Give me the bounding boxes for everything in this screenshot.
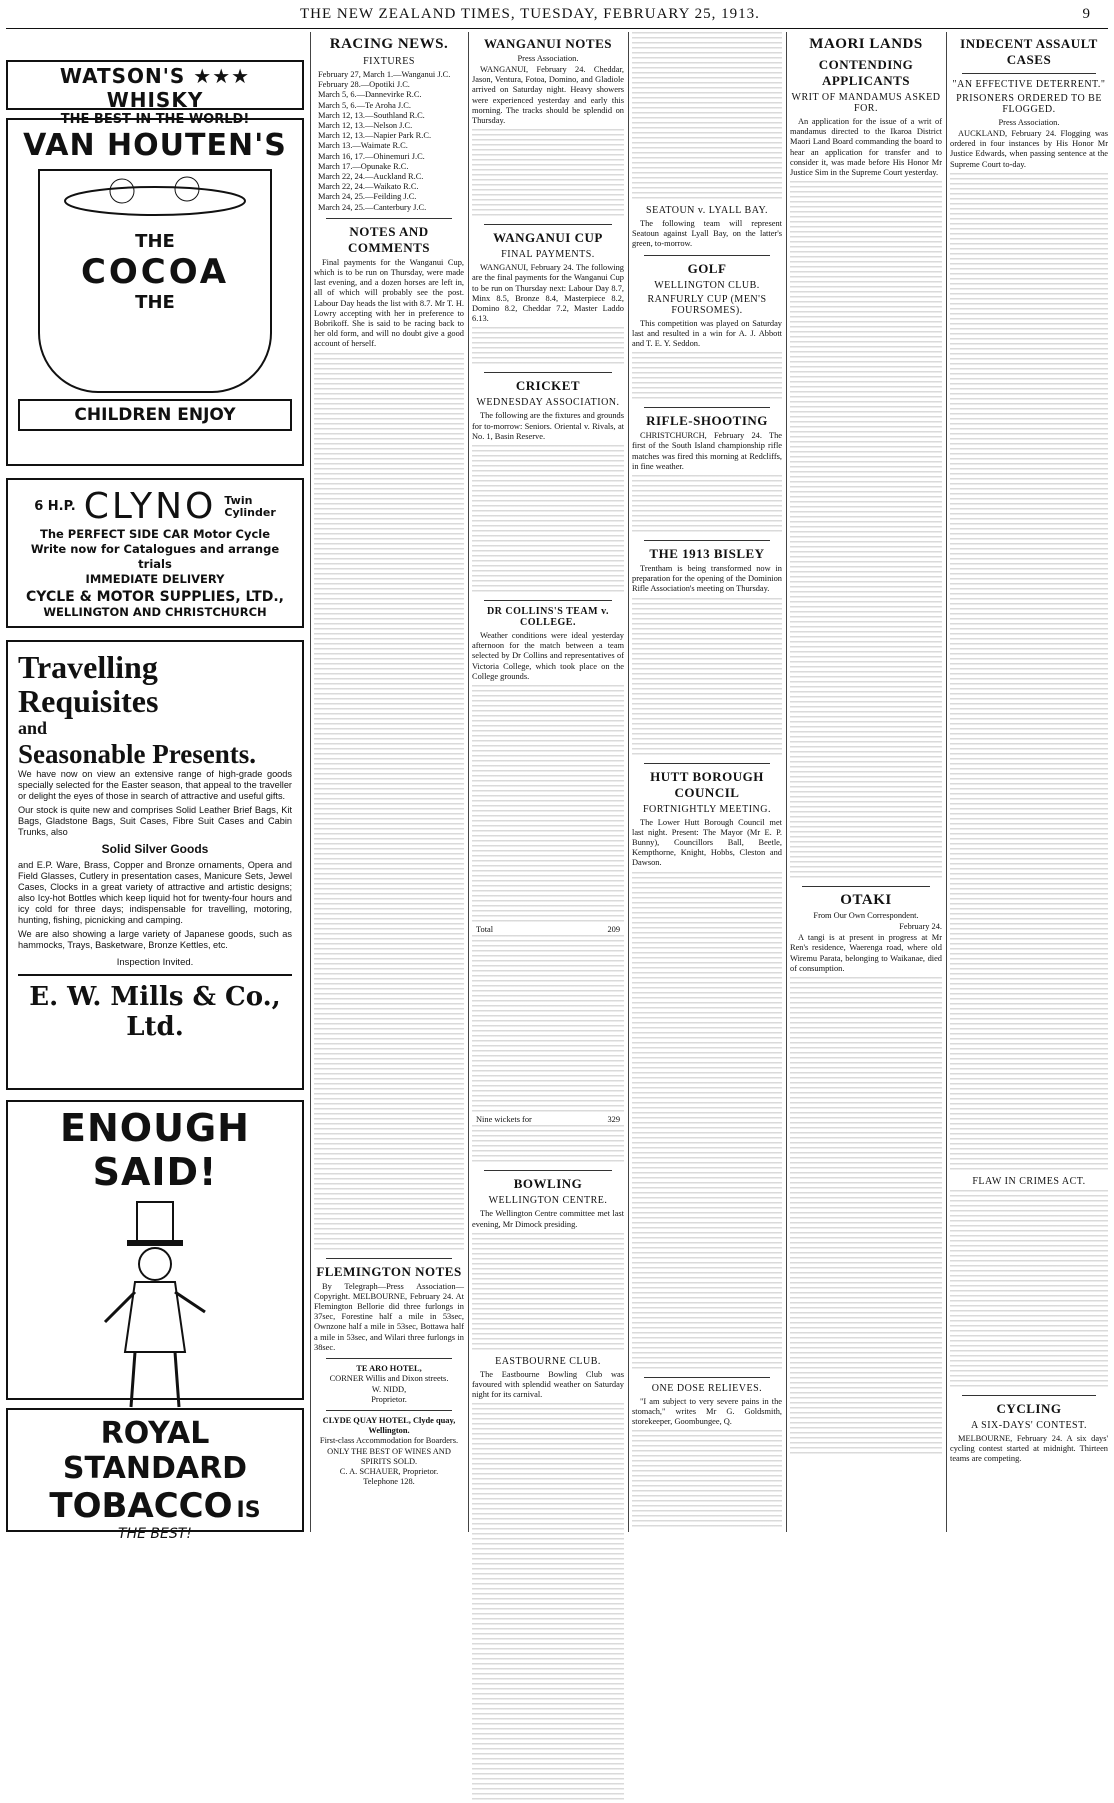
one-dose-heading: ONE DOSE RELIEVES. (651, 1382, 763, 1394)
whisky-slogan: THE BEST IN THE WORLD! (60, 112, 250, 127)
section-divider (326, 1258, 452, 1259)
body-text-lines (472, 1125, 624, 1165)
section-divider (326, 218, 452, 219)
body-text-lines (472, 1403, 624, 1803)
body-text-lines (950, 1190, 1108, 1390)
golf-paragraph: This competition was played on Saturday last and resulted in a win for A. J. Abbott and T. E. Y. Seddon. (632, 318, 782, 349)
fixture-item: March 22, 24.—Auckland R.C. (318, 172, 424, 182)
fixture-item: March 5, 6.—Te Aroha J.C. (318, 100, 411, 110)
total-row (472, 925, 624, 935)
maori-paragraph: An application for the issue of a writ of mandamus directed to the Ikaroa District Maori Land Board commanding the board to hear an application for transfer and to consider it, was made before His Honor Mr Justice Sim in the Supreme Court yesterday. (790, 117, 942, 178)
one-dose-paragraph: "I am subject to very severe pains in the stomach," writes Mr G. Goldsmith, storekeeper, Goombungee, Q. (632, 1396, 782, 1427)
press-association: Press Association. (517, 54, 579, 63)
clyno-line-3: IMMEDIATE DELIVERY (85, 572, 225, 586)
travel-heading-3: Seasonable Presents. (18, 739, 257, 769)
seatoun-paragraph: The following team will represent Seatoun against Lyall Bay, on the latter's green, to-morrow. (632, 219, 782, 249)
body-text-lines (472, 445, 624, 595)
fortnightly-meeting: FORTNIGHTLY MEETING. (642, 803, 771, 815)
total-label: Total (476, 925, 494, 935)
scores-table-lines (472, 935, 624, 1115)
final-payments: FINAL PAYMENTS. (501, 249, 595, 261)
enough-said-advertisement (6, 1100, 304, 1400)
wanganui-cup-heading: WANGANUI CUP (493, 230, 603, 246)
section-divider (484, 224, 612, 225)
column-rule (786, 32, 787, 1532)
clyde-hotel-desc: First-class Accommodation for Boarders. ONLY THE BEST OF WINES AND SPIRITS SOLD. (319, 1436, 459, 1466)
body-text-lines (632, 352, 782, 402)
whisky-brand: WATSON'S ★★★ WHISKY (59, 64, 251, 112)
travel-and: and (18, 718, 48, 738)
bowling-heading: BOWLING (513, 1176, 583, 1192)
eastbourne-paragraph: The Eastbourne Bowling Club was favoured with splendid weather on Saturday night for its carnival. (472, 1369, 624, 1400)
flemington-heading: FLEMINGTON NOTES (316, 1263, 462, 1279)
clyno-twin: Twin (224, 493, 253, 507)
assault-paragraph: AUCKLAND, February 24. Flogging was ordered in four instances by His Honor Mr Justice Edwards, when passing sentence at the Supreme Court to-day. (950, 129, 1108, 169)
tobacco-word: TOBACCO (49, 1486, 233, 1526)
section-divider (644, 763, 770, 764)
fixture-item: March 24, 25.—Feilding J.C. (318, 192, 417, 202)
notes-paragraph: Final payments for the Wanganui Cup, which is to be run on Thursday, were made last evening, and a dozen horses are left in, all of which will probably see the post. Labour Day heads the list with 8.7. Mr T. H. Lowry accepting with her in preference to Bobrikoff. She is said to be racing back to her old form, and will no doubt give a good account of herself. (314, 257, 464, 349)
cocoa-the-2: THE (135, 292, 175, 313)
clyno-brand: CLYNO (83, 486, 217, 527)
rifle-paragraph: CHRISTCHURCH, February 24. The first of the South Island championship rifle matches was fired this morning at Redcliffs, in fine weather. (632, 431, 782, 471)
fixture-item: February 28.—Opotiki J.C. (318, 80, 410, 90)
column-sports (632, 32, 782, 1532)
tobacco-advertisement (6, 1408, 304, 1542)
cricket-paragraph: The following are the fixtures and grounds for to-morrow: Seniors. Oriental v. Rivals, at No. 1, Basin Reserve. (472, 411, 624, 441)
body-text-lines (472, 129, 624, 219)
otaki-correspondent: From Our Own Correspondent. (813, 911, 919, 921)
college-paragraph: Weather conditions were ideal yesterday afternoon for the match between a team selected by Dr Collins and representatives of Victoria College, which took place on the College grounds. (472, 631, 624, 681)
travel-heading-2: Requisites (18, 683, 159, 719)
hotel-name: TE ARO HOTEL, (356, 1364, 422, 1374)
body-text-lines (950, 173, 1108, 1173)
clyno-advertisement (6, 478, 304, 628)
body-text-lines (632, 475, 782, 535)
wanganui-paragraph: WANGANUI, February 24. Cheddar, Jason, Ventura, Fotoa, Domino, and Gladiole arrived on Saturday night. Heavy showers were experienced yesterday and early this morning. The tracks should be splendid on Thursday. (472, 65, 624, 126)
six-days-contest: A SIX-DAYS' CONTEST. (971, 1419, 1087, 1431)
nine-wickets-label: Nine wickets for (476, 1115, 532, 1125)
section-divider (484, 372, 612, 373)
body-text-lines (632, 872, 782, 1372)
section-divider (326, 1358, 452, 1359)
body-text-lines (632, 1430, 782, 1530)
body-text-lines (790, 977, 942, 1457)
cycling-paragraph: MELBOURNE, February 24. A six days' cycling contest started at midnight. Thirteen teams are competing. (950, 1433, 1108, 1464)
section-divider (962, 73, 1096, 74)
cricket-heading: CRICKET (515, 378, 581, 394)
bisley-paragraph: Trentham is being transformed now in preparation for the opening of the Dominion Rifle Association's meeting on Thursday. (632, 564, 782, 594)
rifle-heading: RIFLE-SHOOTING (646, 413, 768, 429)
wellington-club: WELLINGTON CLUB. (654, 279, 760, 291)
college-heading: DR COLLINS'S TEAM v. COLLEGE. (486, 606, 610, 629)
travel-heading-1: Travelling (18, 649, 158, 685)
section-divider (802, 886, 930, 887)
travel-paragraph-1: We have now on view an extensive range of high-grade goods specially selected for the Easter season, that appeal to the traveller or delight the eyes of those in search of attractive and useful gifts. (18, 769, 292, 801)
section-divider (644, 255, 770, 256)
clyno-cylinder: Cylinder (224, 505, 276, 519)
contending-applicants: CONTENDING APPLICANTS (818, 57, 914, 88)
fixtures-heading: FIXTURES (363, 56, 415, 67)
fixture-item: March 12, 13.—Napier Park R.C. (318, 131, 432, 141)
uncle-sam-figure-icon (95, 1202, 215, 1412)
travel-silver-goods: Solid Silver Goods (101, 842, 209, 856)
body-text-lines (472, 327, 624, 367)
tobacco-is: IS (236, 1498, 261, 1523)
notes-heading: NOTES AND COMMENTS (348, 223, 430, 255)
cycling-heading: CYCLING (996, 1400, 1062, 1416)
travel-advertisement (6, 640, 304, 1090)
clyno-cities: WELLINGTON AND CHRISTCHURCH (43, 605, 267, 619)
fixture-item: March 24, 25.—Canterbury J.C. (318, 202, 427, 212)
tobacco-slogan: THE BEST! (118, 1526, 192, 1542)
body-text-lines (314, 353, 464, 1253)
cocoa-brand: VAN HOUTEN'S (23, 128, 287, 163)
travel-inspection: Inspection Invited. (116, 957, 194, 968)
page-number: 9 (1082, 6, 1090, 22)
travel-paragraph-3: and E.P. Ware, Brass, Copper and Bronze ornaments, Opera and Field Glasses, Cutlery in presentation cases, Manicure Sets, Jewel Cases, Clocks in a great variety of attractive and artistic designs; also Icy-hot Bottles which keep liquid hot for twenty-four hours and icy cold for three days; indispensable for travelling, motoring, hunting, fishing, picnicking and camping. (18, 860, 292, 925)
enough-said-heading: ENOUGH SAID! (60, 1106, 250, 1194)
cocoa-advertisement (6, 118, 304, 466)
writ-mandamus: WRIT OF MANDAMUS ASKED FOR. (791, 92, 941, 114)
fixture-item: March 16, 17.—Ohinemuri J.C. (318, 151, 425, 161)
ranfurly-cup: RANFURLY CUP (MEN'S FOURSOMES). (647, 293, 767, 316)
section-divider (326, 1410, 452, 1411)
column-rule (946, 32, 947, 1532)
body-text-lines (472, 1233, 624, 1353)
flaw-heading: FLAW IN CRIMES ACT. (972, 1175, 1086, 1187)
section-divider (484, 1170, 612, 1171)
column-maori-lands (790, 32, 942, 1532)
fixture-item: March 13.—Waimate R.C. (318, 141, 408, 151)
section-divider (484, 600, 612, 601)
fixture-item: March 12, 13.—Southland R.C. (318, 110, 425, 120)
section-divider (962, 1395, 1096, 1396)
fixture-item: March 5, 6.—Dannevirke R.C. (318, 90, 422, 100)
eastbourne-club: EASTBOURNE CLUB. (495, 1355, 601, 1367)
flemington-paragraph: By Telegraph—Press Association—Copyright. MELBOURNE, February 24. At Flemington Bellorie did three furlongs in 37sec, Forestine half a mile in 53sec, Ownzone half a mile in 53sec, Bottawa half a mile in 53sec, and Wilari three furlongs in 38sec. (314, 1281, 464, 1352)
fixture-item: March 17.—Opunake R.C. (318, 161, 409, 171)
clyno-line-2: Write now for Catalogues and arrange trials (30, 542, 280, 571)
cocoa-cup-illustration (38, 169, 272, 393)
body-text-lines (790, 181, 942, 881)
cocoa-tagline: CHILDREN ENJOY (18, 399, 292, 431)
total-value: 209 (607, 925, 620, 935)
otaki-heading: OTAKI (840, 892, 892, 909)
cocoa-word: COCOA (80, 252, 230, 292)
clyde-hotel-name: CLYDE QUAY HOTEL, Clyde quay, Wellington. (322, 1415, 456, 1436)
whisky-advertisement (6, 60, 304, 127)
hotel-owner: W. NIDD, (371, 1384, 407, 1394)
bisley-heading: THE 1913 BISLEY (649, 546, 765, 562)
clyde-hotel-phone: Telephone 128. (363, 1477, 415, 1487)
wellington-centre: WELLINGTON CENTRE. (488, 1195, 608, 1207)
hutt-paragraph: The Lower Hutt Borough Council met last night. Present: The Mayor (Mr E. P. Bunny), Councillors Ball, Beetle, Kempthorne, Knight, Hobbs, Cleston and Dawson. (632, 817, 782, 868)
bowling-paragraph: The Wellington Centre committee met last evening, Mr Dimock presiding. (472, 1209, 624, 1229)
hotel-address: CORNER Willis and Dixon streets. (329, 1374, 449, 1384)
section-divider (644, 540, 770, 541)
column-wanganui (472, 32, 624, 1532)
effective-deterrent: "AN EFFECTIVE DETERRENT." (952, 79, 1106, 90)
hotel-owner-role: Proprietor. (371, 1394, 407, 1404)
assault-heading: INDECENT ASSAULT CASES (960, 36, 1098, 67)
cup-paragraph: WANGANUI, February 24. The following are the final payments for the Wanganui Cup to be run on Thursday next: Labour Day 8.7, Minx 8.5, Bronze 8.4, Masterpiece 8.2, Domino 8.2, Cheddar 7.2, Master Laddo 6.13. (472, 263, 624, 324)
column-rule (468, 32, 469, 1532)
masthead (0, 0, 1114, 30)
body-text-lines (632, 598, 782, 758)
travel-paragraph-2: Our stock is quite new and comprises Solid Leather Brief Bags, Kit Bags, Gladstone Bags, Suit Cases, Fibre Suit Cases and Cabin Trunks, also (18, 805, 292, 837)
nine-wickets-value: 329 (607, 1115, 620, 1125)
column-assault-cases (950, 32, 1108, 1532)
wanganui-notes-heading: WANGANUI NOTES (484, 36, 612, 51)
fixture-item: February 27, March 1.—Wanganui J.C. (318, 70, 451, 79)
column-racing (314, 32, 464, 1532)
clyde-hotel-owner: C. A. SCHAUER, Proprietor. (339, 1466, 439, 1476)
otaki-date: February 24. (899, 922, 942, 932)
hutt-heading: HUTT BOROUGH COUNCIL (650, 768, 764, 800)
clyno-line-1: The PERFECT SIDE CAR Motor Cycle (39, 527, 271, 541)
newspaper-title: THE NEW ZEALAND TIMES, TUESDAY, FEBRUARY 25, 1913. (300, 6, 760, 22)
nine-wickets-row (472, 1115, 624, 1125)
fixture-item: March 22, 24.—Waikato R.C. (318, 182, 419, 192)
column-rule (628, 32, 629, 1532)
fixture-item: March 12, 13.—Nelson J.C. (318, 121, 413, 131)
tobacco-brand: ROYAL STANDARD (62, 1416, 248, 1486)
clyno-company: CYCLE & MOTOR SUPPLIES, LTD., (26, 589, 284, 605)
section-divider (644, 407, 770, 408)
otaki-paragraph: A tangi is at present in progress at Mr Ren's residence, Waerenga road, where old Wiremu Parata, belonging to Waikanae, died of consumption. (790, 933, 942, 973)
wednesday-association: WEDNESDAY ASSOCIATION. (476, 397, 620, 409)
travel-firm: E. W. Mills & Co., Ltd. (18, 974, 292, 1042)
seatoun-heading: SEATOUN v. LYALL BAY. (646, 205, 768, 216)
maori-lands-heading: MAORI LANDS (809, 36, 923, 52)
press-association-6: Press Association. (998, 118, 1060, 127)
scores-table-lines (472, 685, 624, 925)
prisoners-flogged: PRISONERS ORDERED TO BE FLOGGED. (956, 93, 1102, 115)
body-text-lines (632, 32, 782, 202)
travel-paragraph-4: We are also showing a large variety of Japanese goods, such as hammocks, Trays, Basketware, Bronze Kettles, etc. (18, 929, 292, 950)
masthead-rule (6, 28, 1108, 29)
column-rule (310, 32, 311, 1532)
racing-heading: RACING NEWS. (329, 36, 449, 52)
cocoa-the-1: THE (135, 231, 175, 252)
golf-heading: GOLF (687, 260, 727, 276)
clyno-hp: 6 H.P. (34, 499, 76, 514)
section-divider (644, 1377, 770, 1378)
fixtures-list (314, 70, 464, 213)
